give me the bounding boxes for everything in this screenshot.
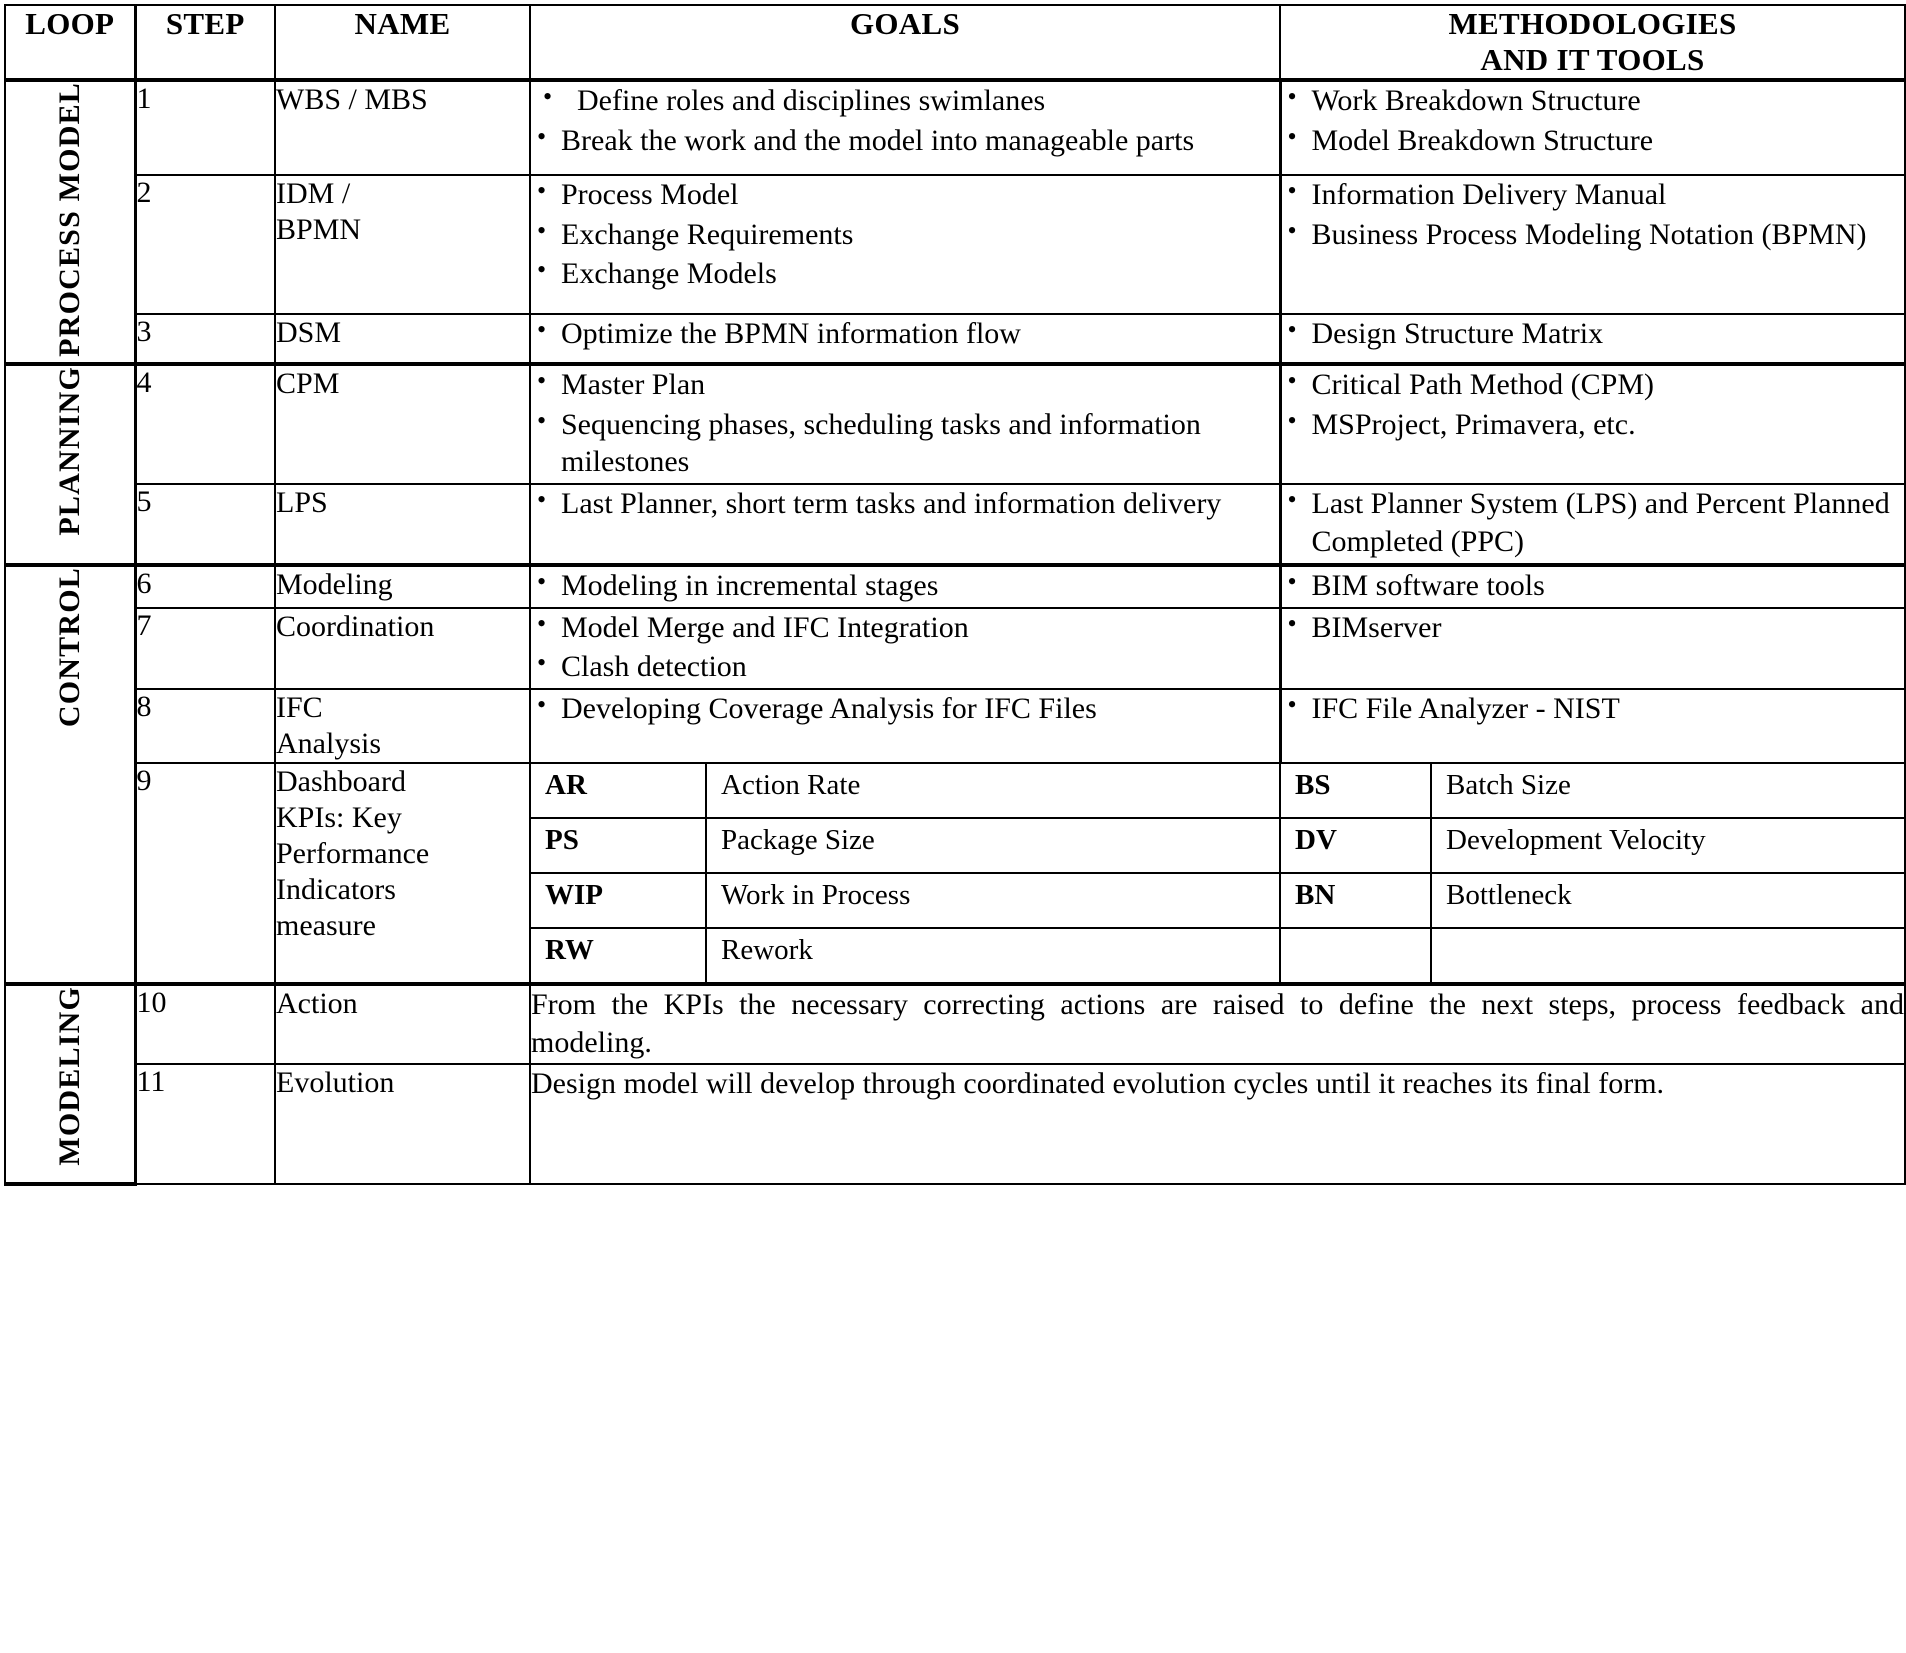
goal-item: • Sequencing phases, scheduling tasks and information milestones [531, 406, 1279, 482]
header-methodologies-line1: METHODOLOGIES [1448, 6, 1737, 41]
row-description: Design model will develop through coordinated evolution cycles until it reaches its final form. [530, 1064, 1905, 1184]
step-number: 7 [135, 608, 275, 690]
method-item: • Business Process Modeling Notation (BPMN) [1282, 216, 1905, 254]
kpi-label: Bottleneck [1431, 873, 1904, 928]
methodologies-cell [1280, 364, 1905, 484]
table-row [5, 364, 1905, 484]
goal-item: • Define roles and disciplines swimlanes [531, 82, 1279, 120]
method-item: • Model Breakdown Structure [1282, 122, 1905, 160]
header-name: NAME [275, 5, 530, 80]
kpi-code-empty [1281, 928, 1431, 982]
goal-item: • Exchange Models [531, 255, 1279, 293]
goal-item: • Modeling in incremental stages [531, 567, 1279, 605]
goal-item: • Master Plan [531, 366, 1279, 404]
step-name: Evolution [275, 1064, 530, 1184]
table-header-row [5, 5, 1905, 80]
methodologies-cell [1280, 565, 1905, 608]
loop-label-modeling: MODELING [5, 984, 135, 1184]
loop-label-planning: PLANNING [5, 364, 135, 565]
step-name: DSM [275, 314, 530, 363]
step-number: 9 [135, 763, 275, 984]
kpi-row [531, 873, 1279, 928]
goal-item: • Clash detection [531, 648, 1279, 686]
goals-cell [530, 314, 1280, 363]
header-methodologies-line2: AND IT TOOLS [1480, 41, 1705, 77]
methodologies-cell [1280, 80, 1905, 175]
step-name: WBS / MBS [275, 80, 530, 175]
step-number: 6 [135, 565, 275, 608]
kpi-right-cell [1280, 763, 1905, 984]
methodologies-cell [1280, 314, 1905, 363]
step-name: IFC Analysis [275, 689, 530, 763]
kpi-row [1281, 873, 1904, 928]
step-number: 4 [135, 364, 275, 484]
goal-item: • Exchange Requirements [531, 216, 1279, 254]
goal-item: • Last Planner, short term tasks and information delivery [531, 485, 1279, 523]
method-item: • MSProject, Primavera, etc. [1282, 406, 1905, 444]
kpi-code: BS [1281, 764, 1431, 818]
process-framework-table [4, 4, 1906, 1186]
method-item: • BIM software tools [1282, 567, 1905, 605]
methodologies-cell [1280, 484, 1905, 565]
kpi-code: PS [531, 818, 706, 873]
table-row [5, 689, 1905, 763]
kpi-code: RW [531, 928, 706, 982]
row-description: From the KPIs the necessary correcting actions are raised to define the next steps, process feedback and modeling. [530, 984, 1905, 1064]
header-loop: LOOP [5, 5, 135, 80]
header-step: STEP [135, 5, 275, 80]
table-row [5, 175, 1905, 315]
step-number: 5 [135, 484, 275, 565]
methodologies-cell [1280, 608, 1905, 690]
goals-cell [530, 565, 1280, 608]
kpi-row [531, 928, 1279, 982]
kpi-label: Action Rate [706, 764, 1279, 818]
table-row [5, 1064, 1905, 1184]
method-item: • Critical Path Method (CPM) [1282, 366, 1905, 404]
goals-cell [530, 175, 1280, 315]
kpi-code: WIP [531, 873, 706, 928]
step-name: Dashboard KPIs: Key Performance Indicators measure [275, 763, 530, 984]
kpi-row [1281, 764, 1904, 818]
table-row [5, 484, 1905, 565]
kpi-left-cell [530, 763, 1280, 984]
methodologies-cell [1280, 689, 1905, 763]
step-number: 1 [135, 80, 275, 175]
step-name: LPS [275, 484, 530, 565]
step-name: IDM / BPMN [275, 175, 530, 315]
table-row [5, 984, 1905, 1064]
step-name: Coordination [275, 608, 530, 690]
step-number: 11 [135, 1064, 275, 1184]
kpi-label: Development Velocity [1431, 818, 1904, 873]
step-name: CPM [275, 364, 530, 484]
kpi-row [531, 818, 1279, 873]
step-number: 8 [135, 689, 275, 763]
step-name: Action [275, 984, 530, 1064]
kpi-row [531, 764, 1279, 818]
kpi-code: AR [531, 764, 706, 818]
kpi-label: Rework [706, 928, 1279, 982]
kpi-left-table [531, 764, 1279, 982]
step-name: Modeling [275, 565, 530, 608]
goals-cell [530, 80, 1280, 175]
goals-cell [530, 364, 1280, 484]
method-item: • BIMserver [1282, 609, 1905, 647]
goal-item: • Model Merge and IFC Integration [531, 609, 1279, 647]
loop-label-control: CONTROL [5, 565, 135, 984]
header-goals: GOALS [530, 5, 1280, 80]
table-row [5, 314, 1905, 363]
goal-item: • Break the work and the model into manageable parts [531, 122, 1279, 160]
method-item: • IFC File Analyzer - NIST [1282, 690, 1905, 728]
goals-cell [530, 608, 1280, 690]
table-row [5, 565, 1905, 608]
method-item: • Last Planner System (LPS) and Percent Planned Completed (PPC) [1282, 485, 1905, 561]
step-number: 2 [135, 175, 275, 315]
goal-item: • Process Model [531, 176, 1279, 214]
method-item: • Information Delivery Manual [1282, 176, 1905, 214]
kpi-code: BN [1281, 873, 1431, 928]
kpi-label-empty [1431, 928, 1904, 982]
header-methodologies [1280, 5, 1905, 80]
kpi-row [1281, 818, 1904, 873]
methodologies-cell [1280, 175, 1905, 315]
step-number: 10 [135, 984, 275, 1064]
goals-cell [530, 484, 1280, 565]
kpi-code: DV [1281, 818, 1431, 873]
method-item: • Work Breakdown Structure [1282, 82, 1905, 120]
table-row [5, 763, 1905, 984]
loop-label-process-model: PROCESS MODEL [5, 80, 135, 364]
kpi-right-table [1281, 764, 1904, 982]
kpi-label: Batch Size [1431, 764, 1904, 818]
kpi-label: Package Size [706, 818, 1279, 873]
goals-cell [530, 689, 1280, 763]
kpi-row [1281, 928, 1904, 982]
table-row [5, 80, 1905, 175]
table-row [5, 608, 1905, 690]
step-number: 3 [135, 314, 275, 363]
kpi-label: Work in Process [706, 873, 1279, 928]
goal-item: • Optimize the BPMN information flow [531, 315, 1279, 353]
method-item: • Design Structure Matrix [1282, 315, 1905, 353]
goal-item: • Developing Coverage Analysis for IFC Files [531, 690, 1279, 728]
